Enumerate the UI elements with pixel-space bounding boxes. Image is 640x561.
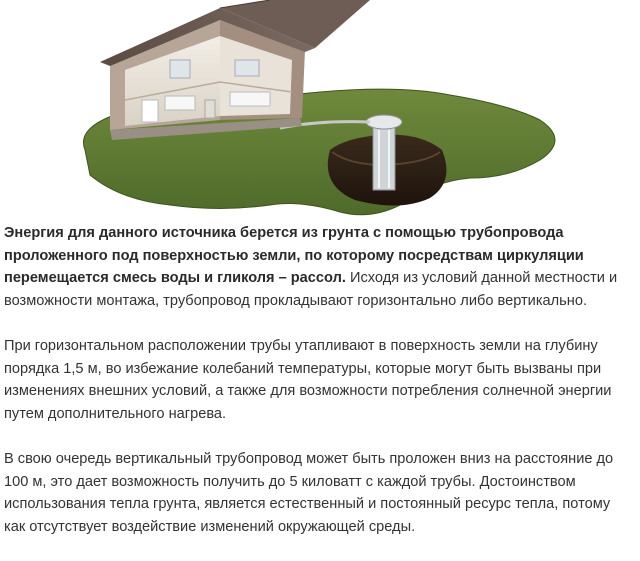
paragraph-1-bold: Энергия для данного источника берется из грунта с помощью трубопровода проложенного под поверхностью земли, по которому посредствам циркуляции перемещается смесь воды и гликоля – рассол.	[4, 225, 584, 286]
house-illustration	[70, 0, 570, 218]
paragraph-3: В свою очередь вертикальный трубопровод может быть проложен вниз на расстояние до 100 м, это дает возможность получить до 5 киловатт с каждой трубы. Достоинством использования тепла грунта, является естественный и постоянный ресурс тепла, потому как отсутствует воздействие изменений окружающей среды.	[4, 451, 614, 535]
paragraph-1-rest: Исходя из условий данной местности и возможности монтажа, трубопровод прокладывают горизонтально либо вертикально.	[4, 270, 618, 309]
paragraph-2: При горизонтальном расположении трубы утапливают в поверхность земли на глубину порядка 1,5 м, во избежание колебаний температуры, которые могут быть вызваны при изменениях внешних условий, а также для возможности потребления солнечной энергии путем дополнительного нагрева.	[4, 338, 612, 422]
article-body	[4, 222, 630, 561]
ground-source-heat-pump-house-illustration-icon	[70, 0, 570, 218]
paragraph-1	[4, 222, 630, 312]
